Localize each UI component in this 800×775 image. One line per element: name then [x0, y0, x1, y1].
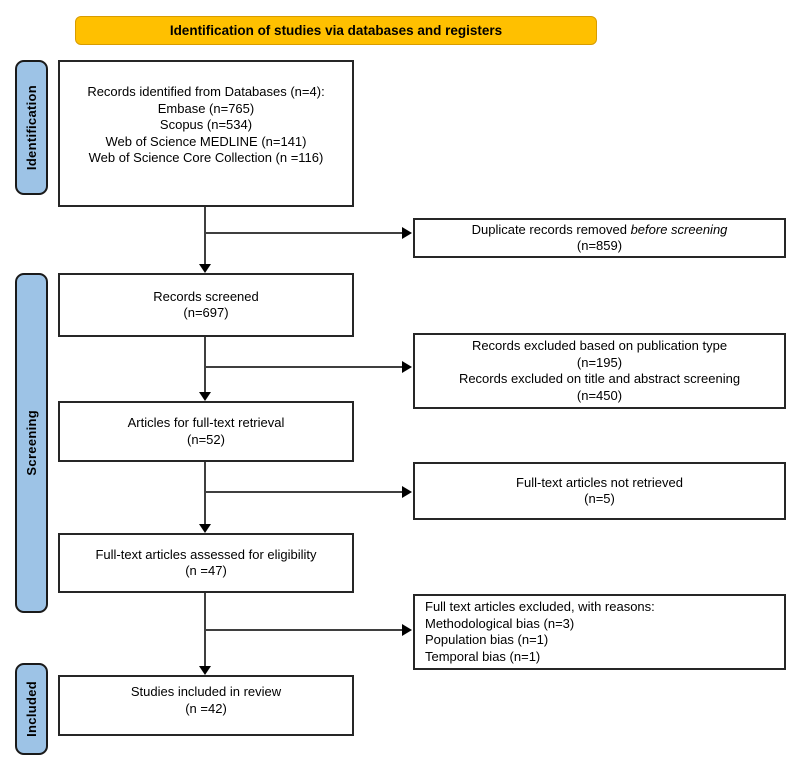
box-not-retrieved-line: Full-text articles not retrieved [516, 474, 683, 490]
arrowhead-down-icon [199, 392, 211, 401]
box-excluded-reasons-line: Temporal bias (n=1) [425, 648, 541, 664]
box-not-retrieved-line: (n=5) [584, 491, 615, 506]
arrow-line-identified-to-screened [204, 207, 206, 265]
stage-included [15, 663, 48, 755]
box-records-excluded-line: Records excluded on title and abstract screening [458, 371, 741, 386]
box-excluded-reasons-line: Methodological bias (n=3) [425, 615, 575, 631]
box-duplicates-removed-line [472, 222, 728, 239]
box-records-excluded-line: (n=195) [576, 354, 623, 370]
title-banner-label: Identification of studies via databases and registers [169, 23, 503, 38]
arrowhead-down-icon [199, 264, 211, 273]
arrow-line-to-records-excluded [205, 366, 402, 368]
stage-screening-label: Screening [24, 410, 39, 476]
box-records-identified-line: Records identified from Databases (n=4): [87, 84, 325, 99]
box-records-identified-line: Web of Science Core Collection (n =116) [88, 150, 324, 165]
arrow-line-to-excluded-reasons [205, 629, 402, 631]
arrowhead-down-icon [199, 666, 211, 675]
box-records-screened-line: (n=697) [183, 305, 229, 320]
stage-included-label: Included [24, 681, 39, 737]
arrowhead-right-icon [402, 361, 412, 373]
box-excluded-reasons [413, 594, 786, 670]
arrow-line-to-not-retrieved [205, 491, 402, 493]
box-records-excluded-line: (n=450) [576, 387, 623, 403]
duplicates-removed-italic-text: before screening [630, 221, 728, 237]
box-fulltext-assessed-line: Full-text articles assessed for eligibility [95, 546, 317, 562]
box-studies-included-line: Studies included in review [130, 684, 282, 699]
box-fulltext-assessed-line: (n =47) [185, 563, 227, 578]
arrowhead-right-icon [402, 227, 412, 239]
stage-screening [15, 273, 48, 613]
box-records-identified-line: Embase (n=765) [157, 100, 255, 116]
box-records-excluded-line: Records excluded based on publication type [471, 338, 728, 353]
arrowhead-down-icon [199, 524, 211, 533]
box-fulltext-assessed [58, 533, 354, 593]
arrow-line-screened-to-retrieval [204, 337, 206, 393]
box-studies-included-line: (n =42) [185, 700, 227, 716]
box-fulltext-retrieval-line: Articles for full-text retrieval [127, 415, 285, 430]
box-records-identified-line: Web of Science MEDLINE (n=141) [105, 133, 307, 149]
arrow-line-retrieval-to-assessed [204, 462, 206, 525]
box-records-identified [58, 60, 354, 207]
box-records-excluded [413, 333, 786, 409]
title-banner [75, 16, 597, 45]
arrow-line-to-duplicates-removed [205, 232, 402, 234]
box-fulltext-retrieval-line: (n=52) [187, 431, 225, 447]
box-duplicates-removed [413, 218, 786, 258]
stage-identification [15, 60, 48, 195]
box-records-screened [58, 273, 354, 337]
box-records-identified-line: Scopus (n=534) [159, 117, 253, 132]
box-not-retrieved [413, 462, 786, 520]
box-excluded-reasons-line: Full text articles excluded, with reasons: [425, 599, 655, 614]
box-excluded-reasons-line: Population bias (n=1) [425, 632, 549, 647]
duplicates-removed-text: Duplicate records removed [471, 221, 631, 237]
box-studies-included [58, 675, 354, 736]
arrowhead-right-icon [402, 486, 412, 498]
arrowhead-right-icon [402, 624, 412, 636]
box-duplicates-removed-line: (n=859) [576, 238, 623, 253]
box-records-screened-line: Records screened [153, 288, 259, 304]
box-fulltext-retrieval [58, 401, 354, 462]
stage-identification-label: Identification [24, 84, 39, 171]
